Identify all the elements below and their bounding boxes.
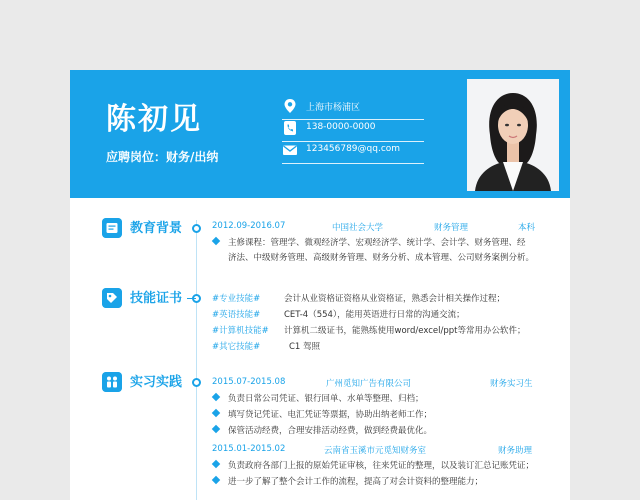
resume-sheet <box>70 70 570 500</box>
timeline-dot <box>192 378 201 387</box>
candidate-name: 陈初见 <box>106 102 202 137</box>
job-period: 2015.07-2015.08 <box>212 377 286 387</box>
job-duty: 负责政府各部门上报的原始凭证审核，往来凭证的整理，以及装订汇总记账凭证； <box>228 461 535 471</box>
timeline-dot <box>192 224 201 233</box>
timeline-tick <box>187 298 196 299</box>
job-duty: 进一步了解了整个会计工作的流程，提高了对会计资料的整理能力； <box>228 477 484 487</box>
job-duty: 填写贷记凭证、电汇凭证等票据，协助出纳老师工作； <box>228 410 433 420</box>
bullet-icon <box>212 425 220 433</box>
job-company: 广州觅知广告有限公司 <box>326 379 412 389</box>
profile-photo <box>467 79 559 191</box>
location-pin-icon <box>282 98 298 114</box>
education-school: 中国社会大学 <box>332 223 384 233</box>
job-company: 云南省玉溪市元觅知财务室 <box>324 446 427 456</box>
skill-text: C1 驾照 <box>289 342 321 352</box>
bullet-icon <box>212 393 220 401</box>
contact-address <box>282 96 424 120</box>
skill-tag: #其它技能# <box>212 342 261 352</box>
resume-header <box>70 70 570 198</box>
contact-email <box>282 140 424 164</box>
skill-text: CET-4（554），能用英语进行日常的沟通交流； <box>284 310 465 320</box>
skill-tag: #英语技能# <box>212 310 261 320</box>
contact-phone <box>282 118 424 142</box>
bullet-icon <box>212 476 220 484</box>
education-major: 财务管理 <box>434 223 469 233</box>
education-title: 教育背景 <box>130 221 183 236</box>
bullet-icon <box>212 409 220 417</box>
job-duty: 负责日常公司凭证、银行回单、水单等整理、归档； <box>228 394 424 404</box>
phone-icon <box>282 120 298 136</box>
skill-tag: #计算机技能# <box>212 326 269 336</box>
skill-text: 会计从业资格证资格从业资格证，熟悉会计相关操作过程； <box>284 294 506 304</box>
education-icon <box>102 218 122 238</box>
job-period: 2015.01-2015.02 <box>212 444 286 454</box>
education-courses-line1: 主修课程：管理学、微观经济学、宏观经济学、统计学、会计学、财务管理、经 <box>228 238 526 248</box>
job-role: 财务实习生 <box>490 379 533 389</box>
bullet-icon <box>212 460 220 468</box>
bullet-icon <box>212 237 220 245</box>
job-duty: 保管活动经费，合理安排活动经费，做到经费最优化。 <box>228 426 433 436</box>
job-role: 财务助理 <box>498 446 533 456</box>
skills-title: 技能证书 <box>130 291 183 306</box>
email-text: 123456789@qq.com <box>306 144 401 154</box>
mail-icon <box>282 142 298 158</box>
timeline-line <box>196 220 197 500</box>
skill-tag: #专业技能# <box>212 294 261 304</box>
internship-title: 实习实践 <box>130 375 183 390</box>
phone-text: 138-0000-0000 <box>306 122 376 132</box>
people-icon <box>102 372 122 392</box>
certificate-icon <box>102 288 122 308</box>
applied-position: 应聘岗位：财务/出纳 <box>106 150 219 164</box>
education-period: 2012.09-2016.07 <box>212 221 286 231</box>
education-degree: 本科 <box>518 223 536 233</box>
address-text: 上海市杨浦区 <box>306 103 361 113</box>
skill-text: 计算机二级证书，能熟练使用word/excel/ppt等常用办公软件； <box>284 326 526 336</box>
education-courses-line2: 济法、中级财务管理、高级财务管理、财务分析、成本管理、公司财务案例分析。 <box>228 253 535 263</box>
